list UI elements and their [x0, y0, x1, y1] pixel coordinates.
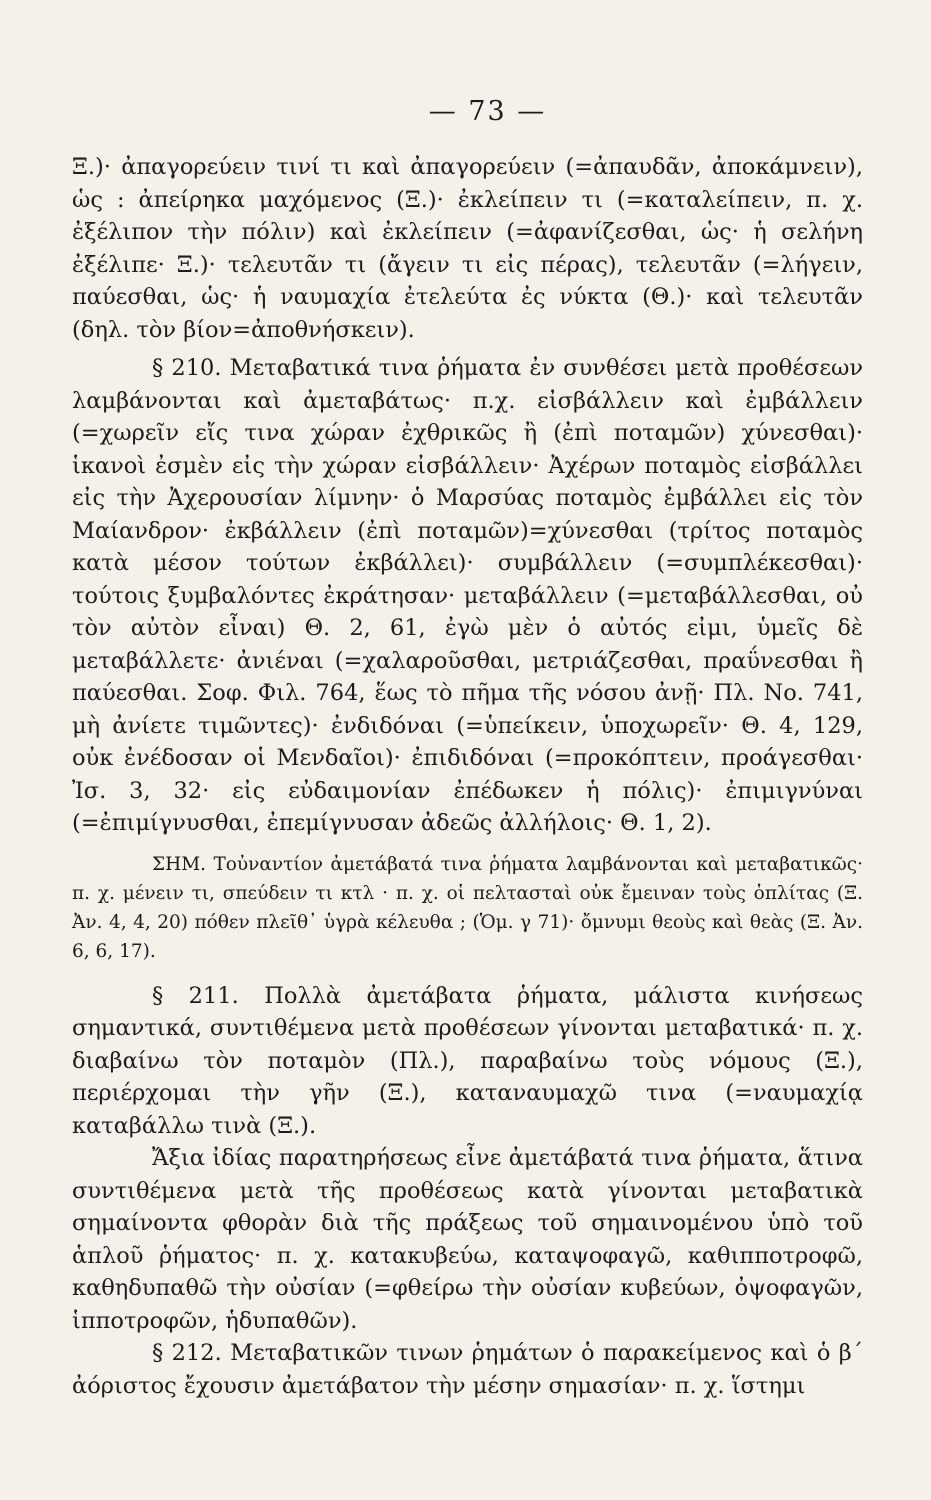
- paragraph-section-212: § 212. Μεταβατικῶν τινων ῥημάτων ὁ παρακείμενος καὶ ὁ β΄ ἀόριστος ἔχουσιν ἀμετάβατον τὴν μέσην σημασίαν· π. χ. ἵστημι: [72, 1340, 863, 1399]
- note-paragraph: ΣΗΜ. Τοὐναντίον ἀμετάβατά τινα ῥήματα λαμβάνονται καὶ μεταβατικῶς· π. χ. μένειν τι, σπεύδειν τι κτλ · π. χ. οἱ πελτασταὶ οὐκ ἔμειναν τοὺς ὁπλίτας (Ξ. Ἀν. 4, 4, 20) πόθεν πλεῖθ᾽ ὑγρὰ κέλευθα ; (Ὁμ. γ 71)· ὄμνυμι θεοὺς καὶ θεὰς (Ξ. Ἀν. 6, 6, 17).: [72, 853, 863, 962]
- paragraph-kata-verbs: Ἄξια ἰδίας παρατηρήσεως εἶνε ἀμετάβατά τινα ῥήματα, ἅτινα συντιθέμενα μετὰ τῆς προθέσεως κατὰ γίνονται μεταβατικὰ σημαίνοντα φθορὰν διὰ τῆς πράξεως τοῦ σημαινομένου ὑπὸ τοῦ ἁπλοῦ ῥήματος· π. χ. κατακυβεύω, καταψοφαγῶ, καθιπποτροφῶ, καθηδυπαθῶ τὴν οὐσίαν (=φθείρω τὴν οὐσίαν κυβεύων, ὀψοφαγῶν, ἱπποτροφῶν, ἡδυπαθῶν).: [72, 1145, 863, 1334]
- paragraph-section-211: § 211. Πολλὰ ἀμετάβατα ῥήματα, μάλιστα κινήσεως σημαντικά, συντιθέμενα μετὰ προθέσεων γίνονται μεταβατικά· π. χ. διαβαίνω τὸν ποταμὸν (Πλ.), παραβαίνω τοὺς νόμους (Ξ.), περιέρχομαι τὴν γῆν (Ξ.), καταναυμαχῶ τινα (=ναυμαχίᾳ καταβάλλω τινὰ (Ξ.).: [72, 982, 863, 1139]
- paragraph-section-210: § 210. Μεταβατικά τινα ῥήματα ἐν συνθέσει μετὰ προθέσεων λαμβάνονται καὶ ἀμεταβάτως· π.χ. εἰσβάλλειν καὶ ἐμβάλλειν (=χωρεῖν εἴς τινα χώραν ἐχθρικῶς ἢ (ἐπὶ ποταμῶν) χύνεσθαι)· ἱκανοὶ ἐσμὲν εἰς τὴν χώραν εἰσβάλλειν· Ἀχέρων ποταμὸς εἰσβάλλει εἰς τὴν Ἀχερουσίαν λίμνην· ὁ Μαρσύας ποταμὸς ἐμβάλλει εἰς τὸν Μαίανδρον· ἐκβάλλειν (ἐπὶ ποταμῶν)=χύνεσθαι (τρίτος ποταμὸς κατὰ μέσον τούτων ἐκβάλλει)· συμβάλλειν (=συμπλέκεσθαι)· τούτοις ξυμβαλόντες ἐκράτησαν· μεταβάλλειν (=μεταβάλλεσθαι, οὐ τὸν αὐτὸν εἶναι) Θ. 2, 61, ἐγὼ μὲν ὁ αὐτός εἰμι, ὑμεῖς δὲ μεταβάλλετε· ἀνιέναι (=χαλαροῦσθαι, μετριάζεσθαι, πραΰνεσθαι ἢ παύεσθαι. Σοφ. Φιλ. 764, ἕως τὸ πῆμα τῆς νόσου ἀνῇ· Πλ. Νο. 741, μὴ ἀνίετε τιμῶντες)· ἐνδιδόναι (=ὑπείκειν, ὑποχωρεῖν· Θ. 4, 129, οὐκ ἐνέδοσαν οἱ Μενδαῖοι)· ἐπιδιδόναι (=προκόπτειν, προάγεσθαι· Ἰσ. 3, 32· εἰς εὐδαιμονίαν ἐπέδωκεν ἡ πόλις)· ἐπιμιγνύναι (=ἐπιμίγνυσθαι, ἐπεμίγνυσαν ἀδεῶς ἀλλήλοις· Θ. 1, 2).: [72, 355, 863, 836]
- page-number: — 73 —: [428, 96, 547, 127]
- paragraph-verbs-continued: Ξ.)· ἀπαγορεύειν τινί τι καὶ ἀπαγορεύειν (=ἀπαυδᾶν, ἀποκάμνειν), ὡς : ἀπείρηκα μαχόμενος (Ξ.)· ἐκλείπειν τι (=καταλείπειν, π. χ. ἐξέλιπον τὴν πόλιν) καὶ ἐκλείπειν (=ἀφανίζεσθαι, ὡς· ἡ σελήνη ἐξέλιπε· Ξ.)· τελευτᾶν τι (ἄγειν τι εἰς πέρας), τελευτᾶν (=λήγειν, παύεσθαι, ὡς· ἡ ναυμαχία ἐτελεύτα ἐς νύκτα (Θ.)· καὶ τελευτᾶν (δηλ. τὸν βίον=ἀποθνήσκειν).: [72, 154, 863, 343]
